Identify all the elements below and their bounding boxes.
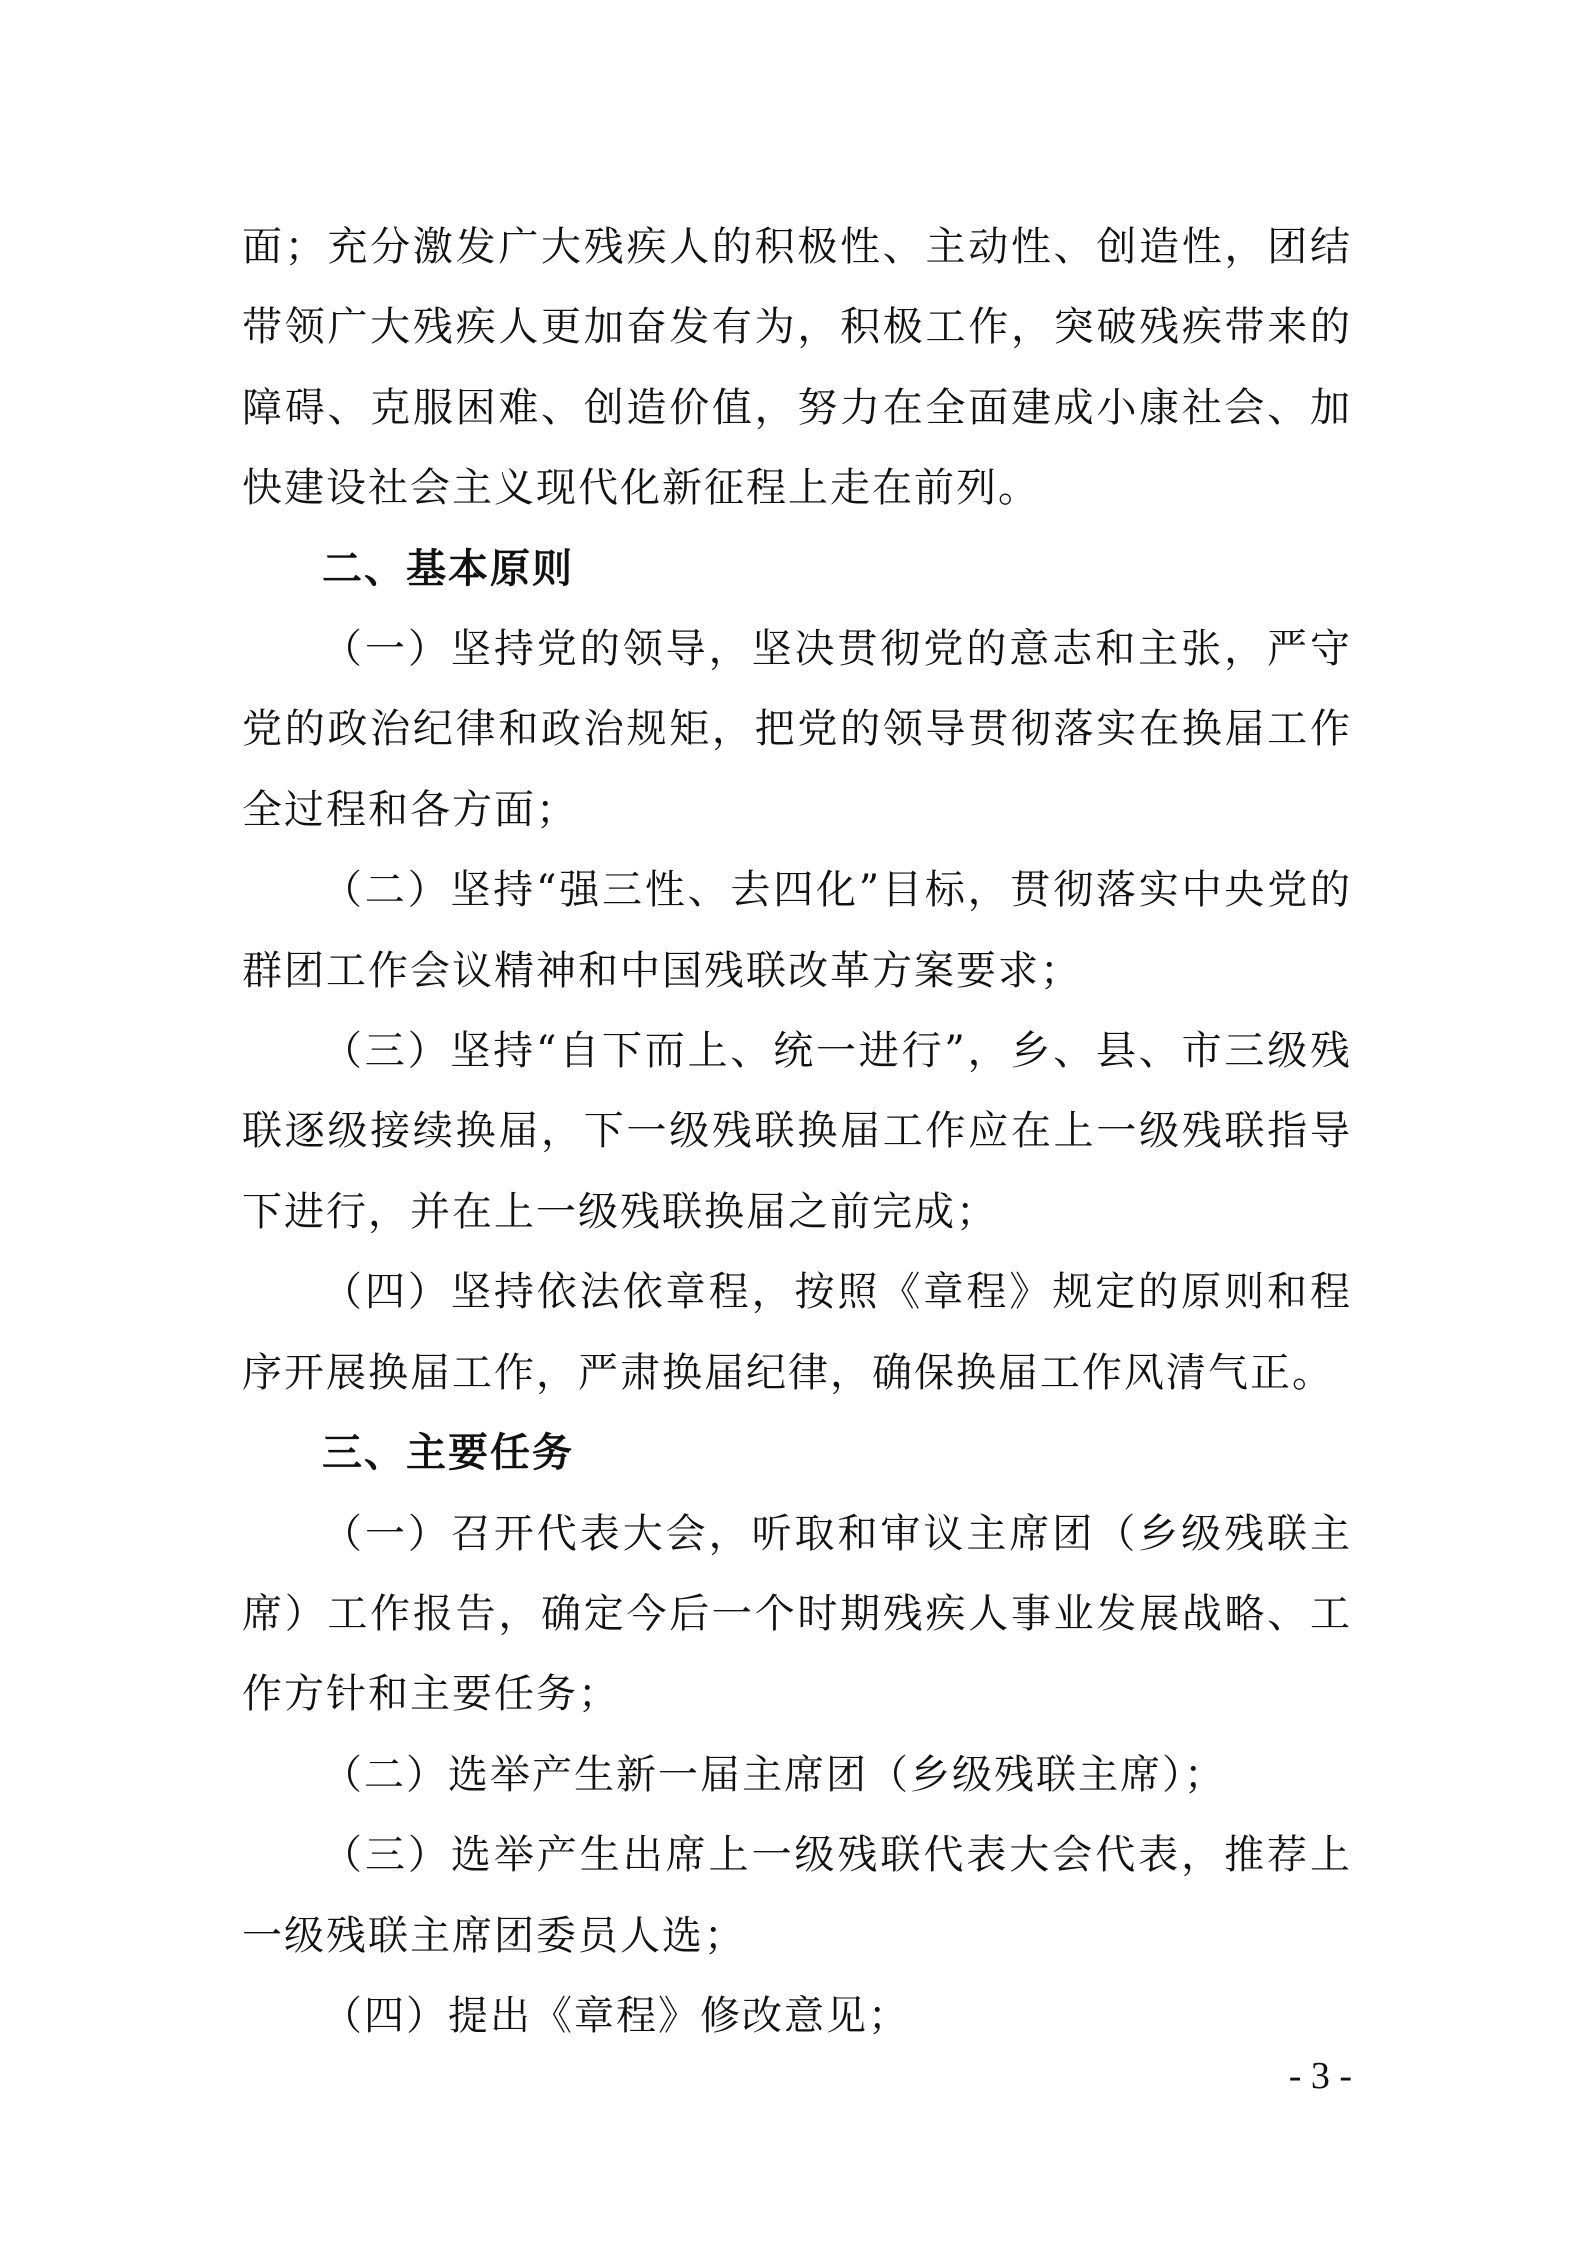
task-item-3: （三）选举产生出席上一级残联代表大会代表，推荐上一级残联主席团委员人选； xyxy=(242,1832,1352,1959)
principle-item-1: （一）坚持党的领导，坚决贯彻党的意志和主张，严守党的政治纪律和政治规矩，把党的领导贯彻落实在换届工作全过程和各方面； xyxy=(242,626,1352,833)
task-item-4: （四）提出《章程》修改意见； xyxy=(322,1992,910,2039)
paragraph-continuation: 面；充分激发广大残疾人的积极性、主动性、创造性，团结带领广大残疾人更加奋发有为，积极工作，突破残疾带来的障碍、克服困难、创造价值，努力在全面建成小康社会、加快建设社会主义现代化新征程上走在前列。 xyxy=(242,224,1352,512)
principle-item-4: （四）坚持依法依章程，按照《章程》规定的原则和程序开展换届工作，严肃换届纪律，确保换届工作风清气正。 xyxy=(242,1269,1352,1396)
section-heading-main-tasks: 三、主要任务 xyxy=(322,1430,574,1477)
section-heading-basic-principles: 二、基本原则 xyxy=(322,545,574,592)
document-body xyxy=(242,207,1352,2056)
page-number: - 3 - xyxy=(1288,2055,1352,2097)
task-item-2: （二）选举产生新一届主席团（乡级残联主席）； xyxy=(322,1751,1226,1798)
principle-item-2: （二）坚持“强三性、去四化”目标，贯彻落实中央党的群团工作会议精神和中国残联改革方案要求； xyxy=(242,867,1352,994)
task-item-1: （一）召开代表大会，听取和审议主席团（乡级残联主席）工作报告，确定今后一个时期残疾人事业发展战略、工作方针和主要任务； xyxy=(242,1510,1352,1718)
principle-item-3: （三）坚持“自下而上、统一进行”，乡、县、市三级残联逐级接续换届，下一级残联换届工作应在上一级残联指导下进行，并在上一级残联换届之前完成； xyxy=(242,1028,1352,1235)
